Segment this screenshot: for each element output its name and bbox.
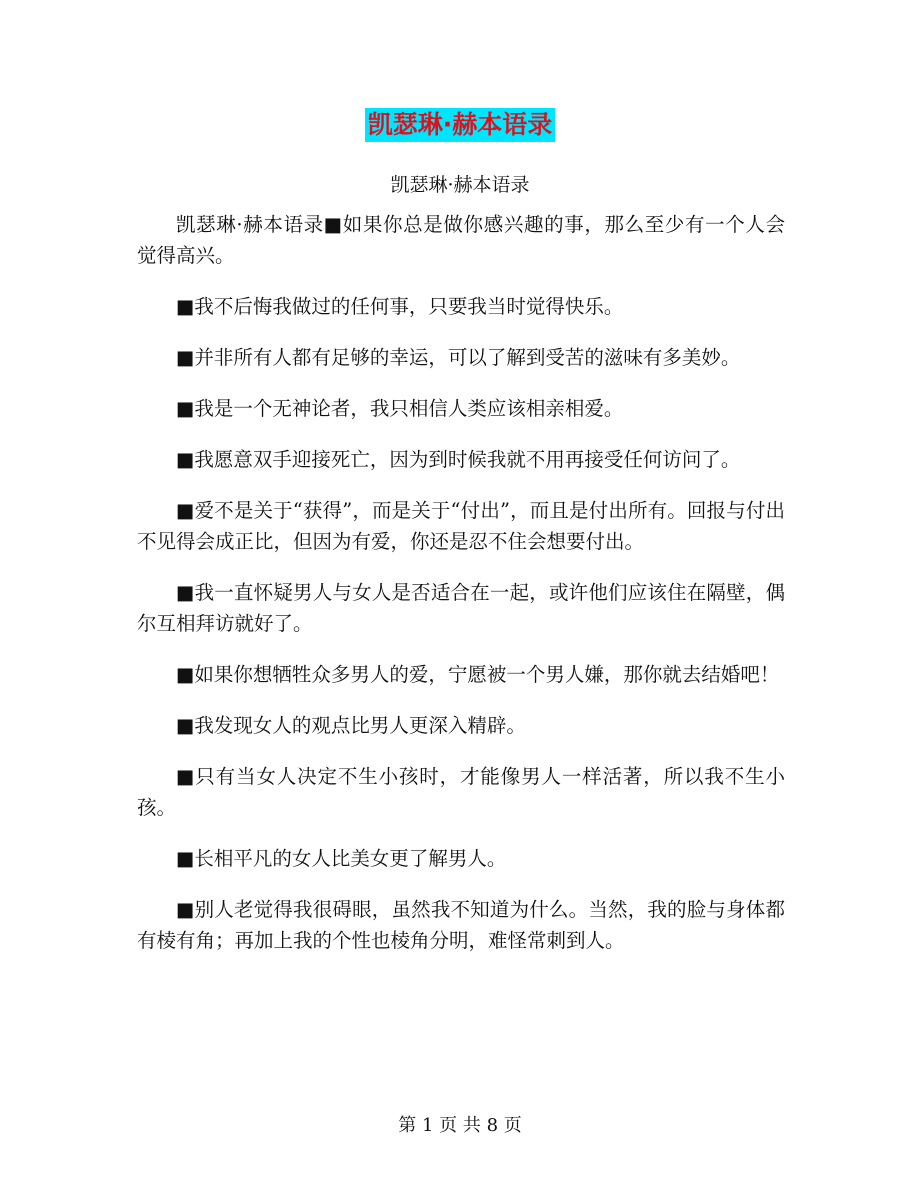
page-footer: 第 1 页 共 8 页	[398, 1115, 522, 1136]
paragraph: ■并非所有人都有足够的幸运，可以了解到受苦的滋味有多美妙。	[176, 346, 741, 369]
paragraph: ■我发现女人的观点比男人更深入精辟。	[176, 714, 526, 737]
paragraph: 凯瑟琳·赫本语录■如果你总是做你感兴趣的事，那么至少有一个人会觉得高兴。	[137, 213, 785, 267]
document-body	[137, 209, 785, 976]
paragraph: ■我是一个无神论者，我只相信人类应该相亲相爱。	[176, 397, 624, 420]
title-container	[0, 108, 920, 142]
paragraph: ■如果你想牺牲众多男人的爱，宁愿被一个男人嫌，那你就去结婚吧！	[176, 663, 780, 686]
subtitle: 凯瑟琳·赫本语录	[390, 174, 530, 196]
paragraph: ■我愿意双手迎接死亡，因为到时候我就不用再接受任何访问了。	[176, 448, 741, 471]
paragraph: ■爱不是关于“获得”，而是关于“付出”，而且是付出所有。回报与付出不见得会成正比，但因为有爱，你还是忍不住会想要付出。	[137, 499, 785, 553]
paragraph: ■长相平凡的女人比美女更了解男人。	[176, 847, 507, 870]
paragraph: ■别人老觉得我很碍眼，虽然我不知道为什么。当然，我的脸与身体都有棱有角；再加上我的个性也棱角分明，难怪常刺到人。	[137, 898, 785, 952]
paragraph: ■只有当女人决定不生小孩时，才能像男人一样活著，所以我不生小孩。	[137, 765, 785, 819]
paragraph: ■我不后悔我做过的任何事，只要我当时觉得快乐。	[176, 295, 624, 318]
paragraph: ■我一直怀疑男人与女人是否适合在一起，或许他们应该住在隔壁，偶尔互相拜访就好了。	[137, 581, 785, 635]
page-title: 凯瑟琳·赫本语录	[365, 108, 556, 142]
